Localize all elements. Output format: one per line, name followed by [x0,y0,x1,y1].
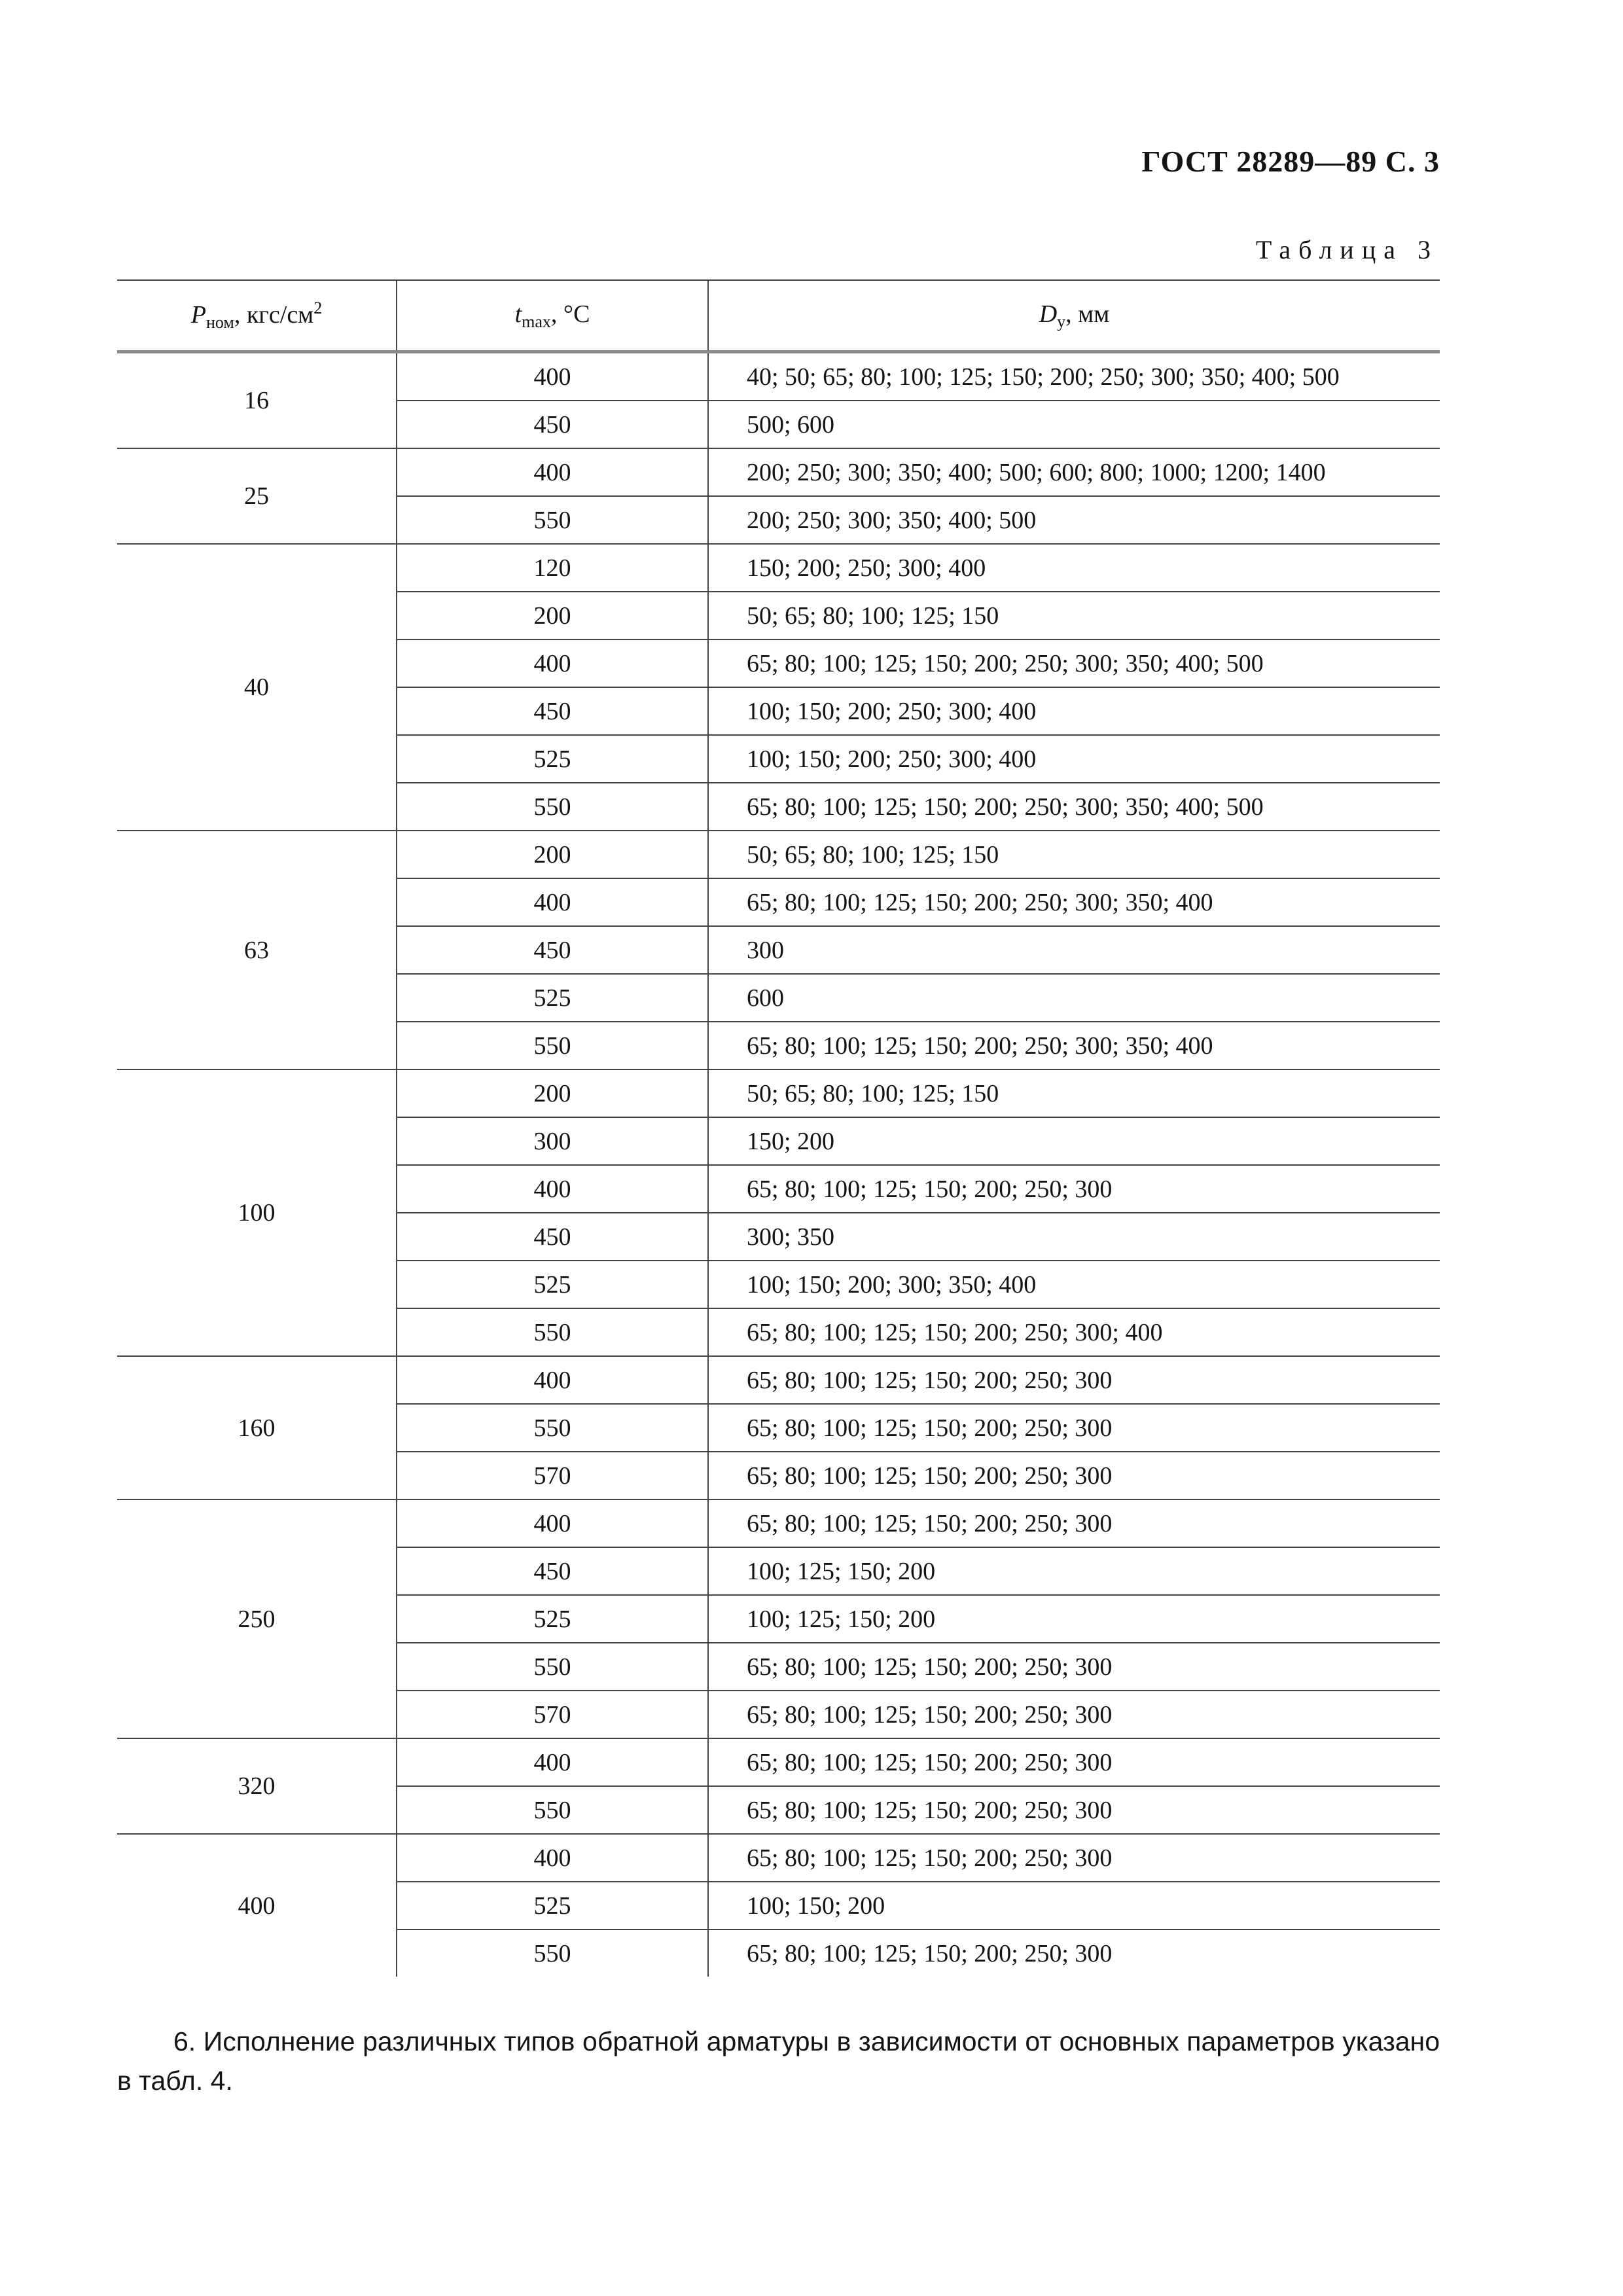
diameter-cell: 600 [708,974,1440,1022]
diameter-cell: 65; 80; 100; 125; 150; 200; 250; 300 [708,1452,1440,1499]
diameter-cell: 150; 200; 250; 300; 400 [708,544,1440,592]
table-row [117,1356,1440,1404]
temperature-cell: 450 [397,1547,708,1595]
temperature-cell: 400 [397,878,708,926]
temperature-cell: 400 [397,352,708,401]
temperature-cell: 525 [397,1882,708,1929]
header-temperature: $t_{max}$, °С [397,280,708,352]
header-pressure: $P_{ном}$, кгс/$см^2$ [117,280,397,352]
temperature-cell: 550 [397,1308,708,1356]
temperature-cell: 200 [397,1069,708,1117]
diameter-cell: 100; 125; 150; 200 [708,1595,1440,1643]
table-row [117,1069,1440,1117]
table-body [117,352,1440,1977]
temperature-cell: 400 [397,1738,708,1786]
temperature-cell: 550 [397,496,708,544]
table-row [117,831,1440,878]
temperature-cell: 550 [397,1786,708,1834]
table-row [117,1738,1440,1786]
diameter-cell: 50; 65; 80; 100; 125; 150 [708,592,1440,639]
diameter-cell: 100; 150; 200; 250; 300; 400 [708,687,1440,735]
temperature-cell: 400 [397,1165,708,1213]
temperature-cell: 400 [397,1834,708,1882]
diameter-cell: 65; 80; 100; 125; 150; 200; 250; 300 [708,1643,1440,1691]
table-row [117,1834,1440,1882]
temperature-cell: 525 [397,974,708,1022]
pressure-cell: 25 [117,448,397,544]
temperature-cell: 550 [397,1643,708,1691]
diameter-cell: 65; 80; 100; 125; 150; 200; 250; 300 [708,1165,1440,1213]
diameter-cell: 40; 50; 65; 80; 100; 125; 150; 200; 250; 300; 350; 400; 500 [708,352,1440,401]
table-row [117,448,1440,496]
pressure-cell: 160 [117,1356,397,1499]
temperature-cell: 525 [397,735,708,783]
temperature-cell: 550 [397,783,708,831]
diameter-cell: 65; 80; 100; 125; 150; 200; 250; 300 [708,1691,1440,1738]
diameter-cell: 100; 150; 200; 300; 350; 400 [708,1261,1440,1308]
diameter-cell: 100; 125; 150; 200 [708,1547,1440,1595]
diameter-cell: 65; 80; 100; 125; 150; 200; 250; 300 [708,1786,1440,1834]
temperature-cell: 200 [397,592,708,639]
diameter-cell: 65; 80; 100; 125; 150; 200; 250; 300 [708,1738,1440,1786]
diameter-cell: 500; 600 [708,401,1440,448]
diameter-cell: 65; 80; 100; 125; 150; 200; 250; 300 [747,1939,1113,1967]
temperature-cell: 300 [397,1117,708,1165]
diameter-cell: 65; 80; 100; 125; 150; 200; 250; 300; 400 [708,1308,1440,1356]
temperature-cell: 200 [397,831,708,878]
temperature-cell: 450 [397,1213,708,1261]
header-diameter: $D_у$, мм [708,280,1440,352]
temperature-cell: 400 [397,639,708,687]
diameter-cell: 65; 80; 100; 125; 150; 200; 250; 300; 350; 400; 500 [708,783,1440,831]
diameter-cell: 50; 65; 80; 100; 125; 150 [708,831,1440,878]
temperature-cell: 400 [397,1499,708,1547]
table-row [117,352,1440,401]
temperature-cell: 400 [397,448,708,496]
diameter-cell: 65; 80; 100; 125; 150; 200; 250; 300 [708,1834,1440,1882]
diameter-cell: 300; 350 [708,1213,1440,1261]
diameter-cell: 65; 80; 100; 125; 150; 200; 250; 300 [708,1499,1440,1547]
temperature-cell: 120 [397,544,708,592]
diameter-cell: 150; 200 [708,1117,1440,1165]
temperature-cell: 570 [397,1452,708,1499]
table-row [117,1499,1440,1547]
diameter-cell: 65; 80; 100; 125; 150; 200; 250; 300 [708,1404,1440,1452]
pressure-cell: 400 [117,1834,397,1977]
pressure-cell: 320 [117,1738,397,1834]
temperature-cell: 450 [397,401,708,448]
table-header-row [117,280,1440,352]
temperature-cell: 570 [397,1691,708,1738]
pressure-cell: 100 [117,1069,397,1356]
temperature-cell: 550 [397,1929,708,1977]
table-label: Таблица 3 [1255,235,1438,264]
page-header: ГОСТ 28289—89 С. 3 [1141,145,1440,178]
diameter-cell: 50; 65; 80; 100; 125; 150 [708,1069,1440,1117]
diameter-cell: 300 [708,926,1440,974]
diameter-cell: 65; 80; 100; 125; 150; 200; 250; 300; 350; 400; 500 [708,639,1440,687]
diameter-cell: 65; 80; 100; 125; 150; 200; 250; 300; 350; 400 [708,1022,1440,1069]
pressure-cell: 40 [117,544,397,831]
temperature-cell: 450 [397,926,708,974]
diameter-cell: 65; 80; 100; 125; 150; 200; 250; 300 [708,1356,1440,1404]
diameter-cell: 200; 250; 300; 350; 400; 500 [708,496,1440,544]
temperature-cell: 400 [397,1356,708,1404]
temperature-cell: 450 [397,687,708,735]
diameter-cell: 100; 150; 200 [708,1882,1440,1929]
temperature-cell: 550 [397,1404,708,1452]
temperature-cell: 525 [397,1261,708,1308]
temperature-cell: 550 [397,1022,708,1069]
parameters-table [117,279,1440,1977]
diameter-cell: 65; 80; 100; 125; 150; 200; 250; 300; 350; 400 [708,878,1440,926]
diameter-cell: 200; 250; 300; 350; 400; 500; 600; 800; 1000; 1200; 1400 [708,448,1440,496]
footer-note: 6. Исполнение различных типов обратной арматуры в зависимости от основных параметров указано в табл. 4. [117,2026,1440,2096]
table-row [117,544,1440,592]
pressure-cell: 16 [117,352,397,449]
diameter-cell: 100; 150; 200; 250; 300; 400 [708,735,1440,783]
temperature-cell: 525 [397,1595,708,1643]
pressure-cell: 63 [117,831,397,1069]
pressure-cell: 250 [117,1499,397,1738]
